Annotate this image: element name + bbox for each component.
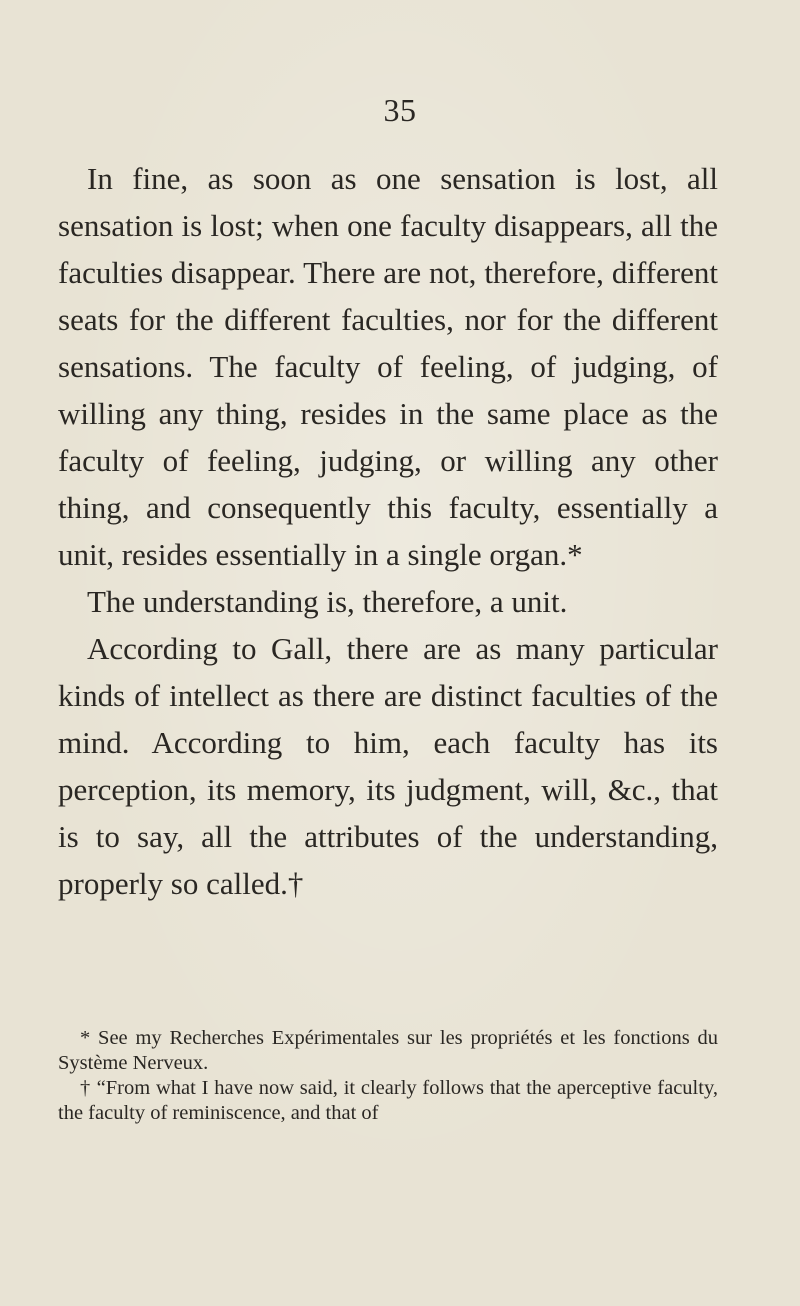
footnote-2: † “From what I have now said, it clearly follows that the aperceptive faculty, the faculty of reminiscence, and that of <box>58 1077 718 1124</box>
footnote-1: * See my Recherches Expérimentales sur les propriétés et les fonctions du Système Nerveux. <box>58 1027 718 1074</box>
paragraph-2: The understanding is, therefore, a unit. <box>87 584 568 619</box>
main-text <box>58 155 718 907</box>
paragraph-3: According to Gall, there are as many particular kinds of intellect as there are distinct faculties of the mind. According to him, each faculty has its perception, its memory, its judgment, will, &c., that is to say, all the attributes of the understanding, properly so called.† <box>58 631 718 901</box>
page-number: 35 <box>383 92 417 128</box>
footnotes <box>58 1026 718 1126</box>
paragraph-1: In fine, as soon as one sensation is lost, all sensation is lost; when one faculty disappears, all the faculties disappear. There are not, therefore, different seats for the different faculties, nor for the different sensations. The faculty of feeling, of judging, of willing any thing, resides in the same place as the faculty of feeling, judging, or willing any other thing, and consequently this faculty, essentially a unit, resides essentially in a single organ.* <box>58 161 718 572</box>
